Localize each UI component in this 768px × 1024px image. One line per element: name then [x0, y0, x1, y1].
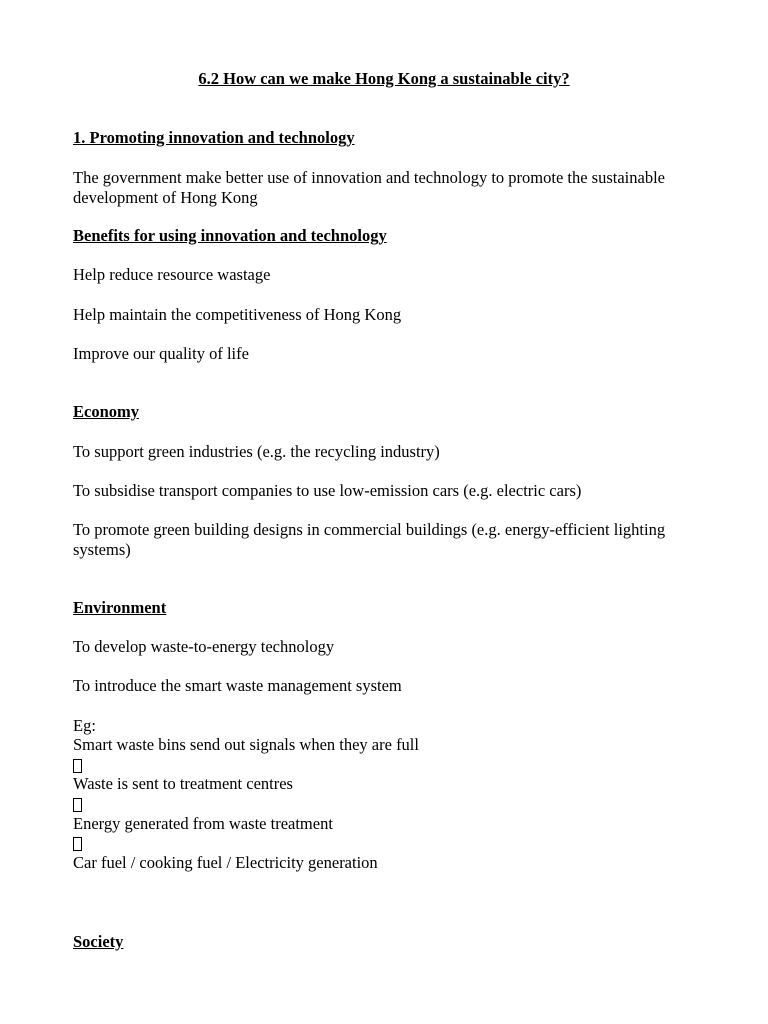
- economy-item: To promote green building designs in commercial buildings (e.g. energy-efficient lighting systems): [73, 520, 666, 559]
- benefit-item: Help reduce resource wastage: [73, 265, 271, 284]
- down-arrow-icon: [73, 837, 82, 851]
- flow-arrow: [73, 833, 708, 853]
- flow-step: Energy generated from waste treatment: [73, 814, 333, 833]
- environment-item: To develop waste-to-energy technology: [73, 637, 335, 656]
- environment-item: To introduce the smart waste management system: [73, 676, 402, 695]
- flow-arrow: [73, 755, 708, 775]
- intro-paragraph: The government make better use of innovation and technology to promote the sustainable development of Hong Kong: [73, 168, 666, 207]
- section-heading-innovation: 1. Promoting innovation and technology: [73, 128, 355, 147]
- down-arrow-icon: [73, 759, 82, 773]
- benefit-item: Improve our quality of life: [73, 344, 249, 363]
- benefits-heading: Benefits for using innovation and technology: [73, 226, 387, 245]
- environment-heading: Environment: [73, 598, 167, 617]
- society-heading: Society: [73, 932, 124, 951]
- benefit-item: Help maintain the competitiveness of Hong Kong: [73, 305, 402, 324]
- example-label: Eg:: [73, 716, 96, 735]
- economy-item: To subsidise transport companies to use low-emission cars (e.g. electric cars): [73, 481, 582, 500]
- flow-step: Waste is sent to treatment centres: [73, 774, 293, 793]
- flow-step: Smart waste bins send out signals when they are full: [73, 735, 419, 754]
- economy-heading: Economy: [73, 402, 139, 421]
- page-title: 6.2 How can we make Hong Kong a sustainable city?: [198, 69, 570, 88]
- flow-arrow: [73, 794, 708, 814]
- flow-step: Car fuel / cooking fuel / Electricity generation: [73, 853, 378, 872]
- down-arrow-icon: [73, 798, 82, 812]
- economy-item: To support green industries (e.g. the recycling industry): [73, 442, 440, 461]
